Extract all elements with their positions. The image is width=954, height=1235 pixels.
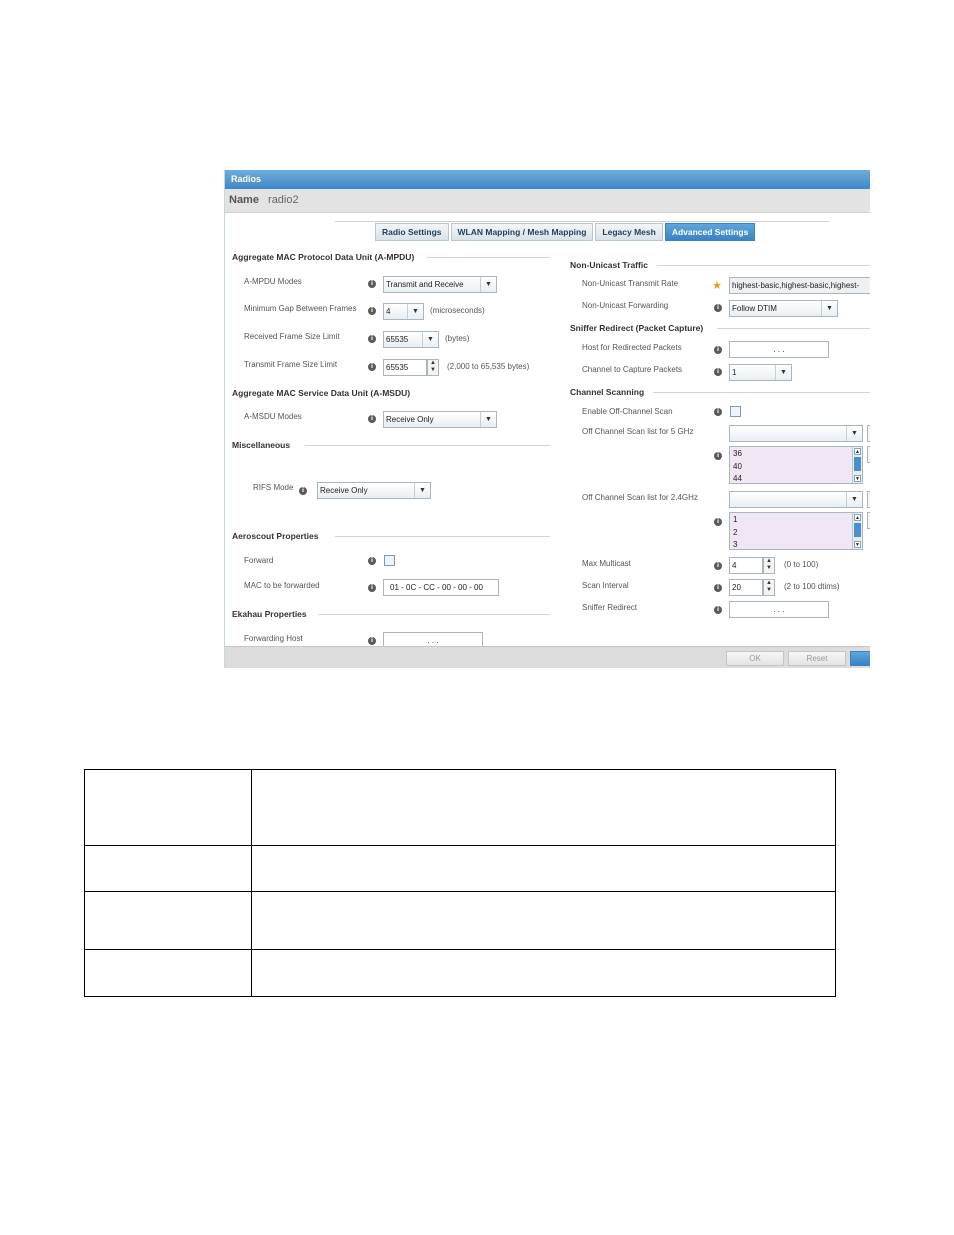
info-icon[interactable]: i [714,584,722,592]
max-multicast-input[interactable]: 4 [729,557,763,574]
name-bar [225,189,870,213]
scan-list-24ghz-remove-button[interactable] [867,512,870,529]
info-icon[interactable]: i [714,408,722,416]
nonunicast-fwd-label: Non-Unicast Forwarding [582,301,669,310]
tab-wlan-mapping[interactable]: WLAN Mapping / Mesh Mapping [451,223,594,241]
list-item[interactable]: 3 [733,540,738,549]
table-row [85,770,836,846]
scan-interval-input[interactable]: 20 [729,579,763,596]
misc-section-title: Miscellaneous [232,440,291,450]
sniffer-host-label: Host for Redirected Packets [582,343,682,352]
ampdu-section-title: Aggregate MAC Protocol Data Unit (A-MPDU) [232,252,415,262]
amsdu-section-title: Aggregate MAC Service Data Unit (A-MSDU) [232,388,411,398]
forwarding-host-label: Forwarding Host [244,634,303,643]
tab-advanced-settings[interactable]: Advanced Settings [665,223,756,241]
nonunicast-rate-label: Non-Unicast Transmit Rate [582,279,679,288]
amsdu-modes-select[interactable]: Receive Only ▼ [383,411,497,428]
description-table [84,769,836,997]
chevron-down-icon: ▼ [422,332,438,347]
forwarding-host-input[interactable]: . . . [383,632,483,646]
forward-checkbox[interactable] [384,555,395,566]
scan-interval-unit: (2 to 100 dtims) [784,582,840,591]
max-multicast-unit: (0 to 100) [784,560,819,569]
info-icon[interactable]: i [714,518,722,526]
scan-interval-spinner[interactable]: ▲ ▼ [763,579,775,596]
advanced-settings-panel [225,246,870,646]
chevron-down-icon: ▼ [480,277,496,292]
info-icon[interactable]: i [368,307,376,315]
name-value: radio2 [268,194,299,206]
min-gap-unit: (microseconds) [430,306,485,315]
radios-config-screenshot [224,170,870,668]
scanning-section-title: Channel Scanning [570,387,645,397]
rx-limit-select[interactable]: 65535 ▼ [383,331,439,348]
max-multicast-label: Max Multicast [582,559,631,568]
min-gap-label: Minimum Gap Between Frames [244,304,357,313]
info-icon[interactable]: i [299,487,307,495]
amsdu-modes-label: A-MSDU Modes [244,412,302,421]
list-item[interactable]: 40 [733,461,742,471]
scan-list-5ghz-add-button[interactable] [867,425,870,442]
rx-limit-unit: (bytes) [445,334,470,343]
sniffer-redirect-label: Sniffer Redirect [582,603,637,612]
list-item[interactable]: 1 [733,515,738,524]
info-icon[interactable]: i [714,368,722,376]
scanning-rule [653,392,870,393]
info-icon[interactable]: i [368,557,376,565]
sniffer-redirect-input[interactable]: . . . [729,601,829,618]
tab-bar [375,223,755,241]
scan-list-24ghz-select[interactable] [729,491,863,508]
scan-list-5ghz-label: Off Channel Scan list for 5 GHz [582,427,694,436]
sniffer-rule [717,328,870,329]
info-icon[interactable]: i [714,304,722,312]
info-icon[interactable]: i [368,363,376,371]
sniffer-section-title: Sniffer Redirect (Packet Capture) [570,323,704,333]
window-title: Radios [225,170,870,189]
nonunicast-fwd-select[interactable]: Follow DTIM ▼ [729,300,838,317]
ekahau-rule [318,614,550,615]
ampdu-modes-select[interactable]: Transmit and Receive ▼ [383,276,497,293]
ampdu-rule [427,257,550,258]
form-footer [225,646,870,668]
tabs-divider [335,221,829,222]
chevron-down-icon: ▼ [775,365,791,380]
scan-list-24ghz-listbox[interactable] [729,512,863,550]
tx-limit-input[interactable]: 65535 [383,359,427,376]
aeroscout-section-title: Aeroscout Properties [232,531,319,541]
scan-list-24ghz-add-button[interactable] [867,491,870,508]
scrollbar[interactable]: ▲ ▼ [852,513,862,549]
info-icon[interactable]: i [714,346,722,354]
mac-forwarded-input[interactable]: 01 - 0C - CC - 00 - 00 - 00 [383,579,499,596]
exit-button[interactable] [850,651,870,666]
table-row [85,846,836,892]
scan-interval-label: Scan Interval [582,581,629,590]
tab-legacy-mesh[interactable]: Legacy Mesh [595,223,662,241]
rx-limit-label: Received Frame Size Limit [244,332,340,341]
info-icon[interactable]: i [368,335,376,343]
required-star-icon: ★ [712,280,722,292]
list-item[interactable]: 44 [733,474,742,483]
nonunicast-rate-input[interactable]: highest-basic,highest-basic,highest- [729,277,870,294]
forward-label: Forward [244,556,274,565]
ok-button[interactable]: OK [726,651,784,666]
chevron-down-icon: ▼ [414,483,430,498]
table-row [85,950,836,997]
tab-radio-settings[interactable]: Radio Settings [375,223,449,241]
info-icon[interactable]: i [714,606,722,614]
list-item[interactable]: 36 [733,449,742,458]
table-row [85,892,836,950]
mac-forwarded-label: MAC to be forwarded [244,581,320,590]
info-icon[interactable]: i [714,452,722,460]
chevron-down-icon: ▼ [821,301,837,316]
misc-rule [305,445,550,446]
max-multicast-spinner[interactable]: ▲ ▼ [763,557,775,574]
scrollbar[interactable]: ▲ ▼ [852,447,862,483]
chevron-down-icon: ▼ [846,492,862,507]
rifs-mode-label: RIFS Mode [253,483,294,492]
scan-list-5ghz-remove-button[interactable] [867,446,870,463]
chevron-down-icon: ▼ [407,304,423,319]
tx-limit-unit: (2,000 to 65,535 bytes) [447,362,530,371]
reset-button[interactable]: Reset [788,651,846,666]
name-label: Name [229,194,259,206]
sniffer-channel-select[interactable]: 1 ▼ [729,364,792,381]
enable-scan-checkbox[interactable] [730,406,741,417]
ampdu-modes-label: A-MPDU Modes [244,277,302,286]
tx-limit-label: Transmit Frame Size Limit [244,360,338,369]
scan-list-5ghz-listbox[interactable] [729,446,863,484]
nonunicast-rule [657,265,870,266]
info-icon[interactable]: i [368,584,376,592]
info-icon[interactable]: i [368,280,376,288]
scan-list-24ghz-label: Off Channel Scan list for 2.4GHz [582,493,698,502]
nonunicast-section-title: Non-Unicast Traffic [570,260,648,270]
list-item[interactable]: 2 [733,527,738,537]
rifs-mode-select[interactable]: Receive Only ▼ [317,482,431,499]
enable-scan-label: Enable Off-Channel Scan [582,407,673,416]
scan-list-5ghz-select[interactable] [729,425,863,442]
aeroscout-rule [335,536,550,537]
sniffer-channel-label: Channel to Capture Packets [582,365,683,374]
sniffer-host-input[interactable]: . . . [729,341,829,358]
info-icon[interactable]: i [714,562,722,570]
tx-limit-spinner[interactable]: ▲ ▼ [427,359,439,376]
chevron-down-icon: ▼ [846,426,862,441]
info-icon[interactable]: i [368,415,376,423]
chevron-down-icon: ▼ [480,412,496,427]
ekahau-section-title: Ekahau Properties [232,609,307,619]
min-gap-select[interactable]: 4 ▼ [383,303,424,320]
info-icon[interactable]: i [368,637,376,645]
